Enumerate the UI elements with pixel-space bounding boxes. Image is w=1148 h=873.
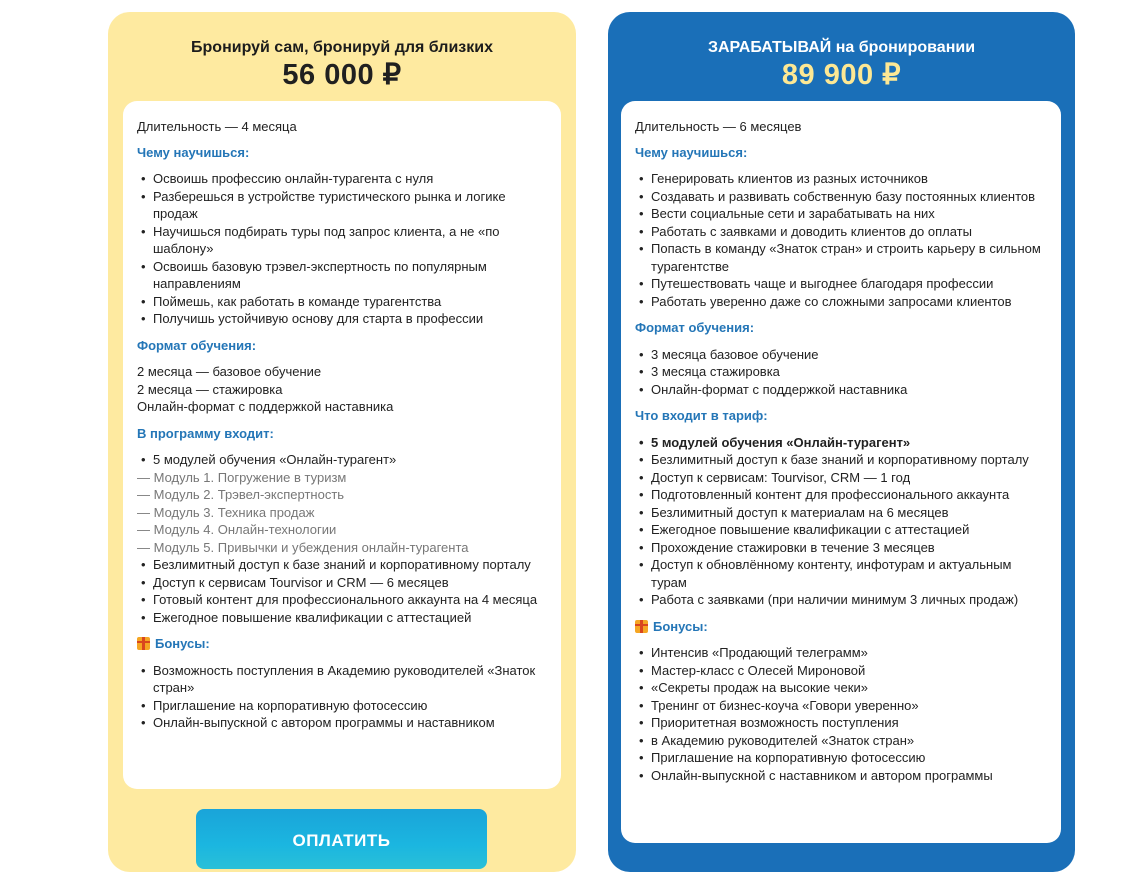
tariff-details [123,101,561,789]
list-item: • Работа с заявками (при наличии минимум 3 личных продаж) [651,591,1047,609]
list-item: • 3 месяца стажировка [651,363,1047,381]
list-item: • Создавать и развивать собственную базу постоянных клиентов [651,188,1047,206]
list-item: • Получишь устойчивую основу для старта в профессии [153,310,547,328]
learn-list [137,170,547,328]
list-item: • в Академию руководителей «Знаток стран» [651,732,1047,750]
list-item: • Онлайн-формат с поддержкой наставника [651,381,1047,399]
list-item: • Интенсив «Продающий телеграмм» [651,644,1047,662]
list-item: • Тренинг от бизнес-коуча «Говори уверенно» [651,697,1047,715]
bonus-list [137,662,547,732]
list-item: • Ежегодное повышение квалификации с аттестацией [153,609,547,627]
list-item: • Работать с заявками и доводить клиентов до оплаты [651,223,1047,241]
list-item: • Доступ к сервисам Tourvisor и CRM — 6 месяцев [153,574,547,592]
format-list [635,346,1047,399]
module-item: — Модуль 2. Трэвел-экспертность [137,487,345,502]
list-item: • Генерировать клиентов из разных источников [651,170,1047,188]
learn-heading: Чему научишься: [137,144,250,160]
format-heading: Формат обучения: [137,337,257,353]
gift-icon [635,620,648,633]
tariff-price: 89 900 ₽ [781,59,902,91]
tariff-title: ЗАРАБАТЫВАЙ на бронировании [707,39,976,56]
program-heading: В программу входит: [137,425,274,441]
list-item: • Возможность поступления в Академию руководителей «Знаток стран» [153,662,547,697]
duration-text: Длительность — 6 месяцев [635,119,802,134]
list-item: • Безлимитный доступ к базе знаний и корпоративному порталу [153,556,547,574]
module-item: — Модуль 1. Погружение в туризм [137,469,347,485]
list-item: • Попасть в команду «Знаток стран» и строить карьеру в сильном турагентстве [651,240,1047,275]
list-item: • Приоритетная возможность поступления [651,714,1047,732]
list-item: • Прохождение стажировки в течение 3 месяцев [651,539,1047,557]
list-item: • Мастер-класс с Олесей Мироновой [651,662,1047,680]
list-item: • Доступ к сервисам: Tourvisor, CRM — 1 год [651,469,1047,487]
tariff-price: 56 000 ₽ [282,59,402,91]
list-item: • Вести социальные сети и зарабатывать на них [651,205,1047,223]
list-item: • 3 месяца базовое обучение [651,346,1047,364]
pay-button[interactable]: ОПЛАТИТЬ [196,809,487,869]
tariff-details [621,101,1061,843]
format-line: Онлайн-формат с поддержкой наставника [137,399,394,414]
tariff-title: Бронируй сам, бронируй для близких [191,39,493,56]
program-list [137,451,547,626]
list-item: • Безлимитный доступ к материалам на 6 месяцев [651,504,1047,522]
list-item: • Приглашение на корпоративную фотосессию [651,749,1047,767]
list-item: • Готовый контент для профессионального аккаунта на 4 месяца [153,591,547,609]
format-line: 2 месяца — базовое обучение [137,364,322,379]
list-item: • Освоишь профессию онлайн-турагента с нуля [153,170,547,188]
list-item: • Безлимитный доступ к базе знаний и корпоративному порталу [651,451,1047,469]
list-item: • Разберешься в устройстве туристического рынка и логике продаж [153,188,547,223]
bonus-list [635,644,1047,784]
gift-icon [137,637,150,650]
list-item: • Ежегодное повышение квалификации с аттестацией [651,521,1047,539]
bonus-heading [635,618,1047,636]
learn-heading: Чему научишься: [635,144,748,160]
module-item: — Модуль 4. Онлайн-технологии [137,522,337,537]
list-item: • Онлайн-выпускной с автором программы и наставником [153,714,547,732]
tariff-card-pro [608,12,1075,872]
list-item: • Приглашение на корпоративную фотосессию [153,697,547,715]
list-item: • Онлайн-выпускной с наставником и автором программы [651,767,1047,785]
list-item: • 5 модулей обучения «Онлайн-турагент» [153,451,547,469]
list-item: • Доступ к обновлённому контенту, инфотурам и актуальным турам [651,556,1047,591]
format-heading: Формат обучения: [635,320,755,335]
duration-text: Длительность — 4 месяца [137,119,297,134]
tariff-card-basic [108,12,576,872]
list-item: • Путешествовать чаще и выгоднее благодаря профессии [651,275,1047,293]
format-line: 2 месяца — стажировка [137,381,283,397]
list-item: • Научишься подбирать туры под запрос клиента, а не «по шаблону» [153,223,547,258]
format-block [137,363,547,416]
list-item: • 5 модулей обучения «Онлайн-турагент» [651,434,1047,452]
tariff-includes-heading: Что входит в тариф: [635,408,768,423]
module-item: — Модуль 3. Техника продаж [137,504,315,520]
list-item: • Подготовленный контент для профессионального аккаунта [651,486,1047,504]
list-item: • Поймешь, как работать в команде турагентства [153,293,547,311]
list-item: • Работать уверенно даже со сложными запросами клиентов [651,293,1047,311]
bonus-heading-label: Бонусы: [155,636,210,651]
module-item: — Модуль 5. Привычки и убеждения онлайн-турагента [137,539,469,555]
list-item: • «Секреты продаж на высокие чеки» [651,679,1047,697]
bonus-heading [137,635,547,653]
tariff-includes-list [635,434,1047,609]
learn-list [635,170,1047,310]
list-item: • Освоишь базовую трэвел-экспертность по популярным направлениям [153,258,547,293]
bonus-heading-label: Бонусы: [653,618,708,634]
